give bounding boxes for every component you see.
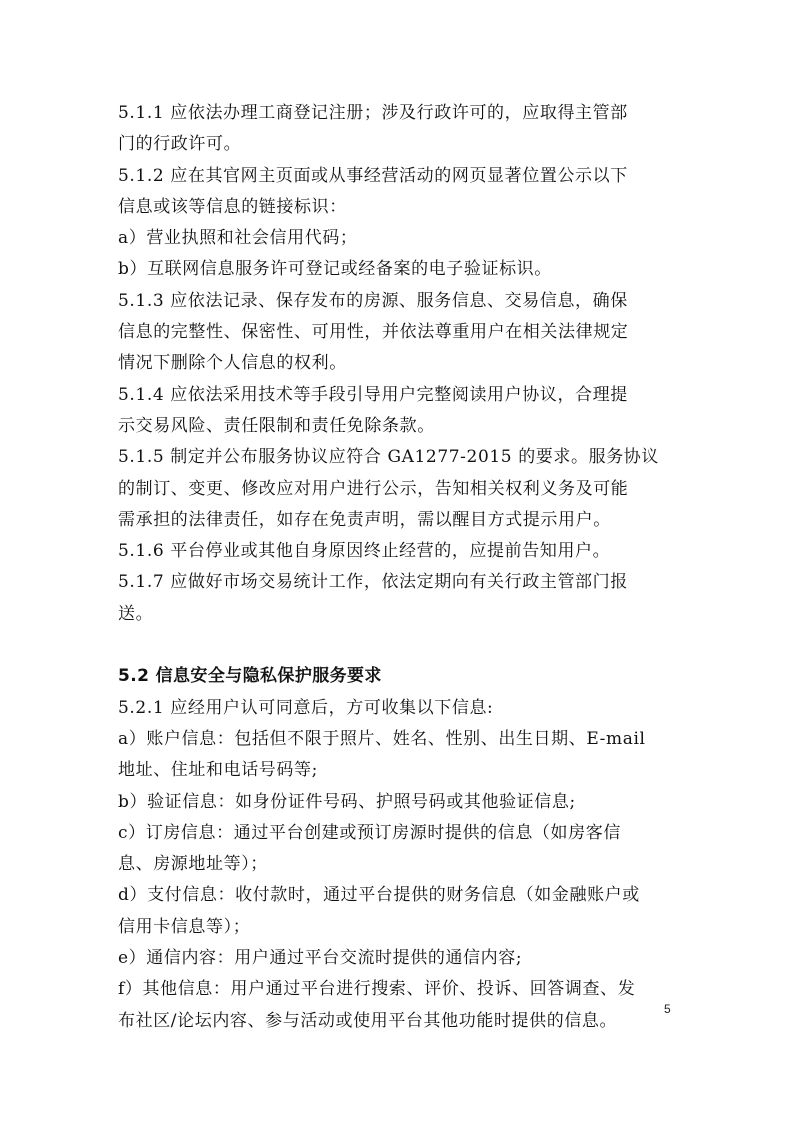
text-line: 信息或该等信息的链接标识： (118, 196, 347, 217)
text-line: e）通信内容：用户通过平台交流时提供的通信内容; (118, 948, 523, 969)
text-line: 5.1.4 应依法采用技术等手段引导用户完整阅读用户协议，合理提 (118, 384, 628, 405)
text-line: 5.1.6 平台停业或其他自身原因终止经营的，应提前告知用户。 (118, 541, 611, 562)
paragraph-gap (118, 630, 678, 661)
text-line: 息、房源地址等）； (118, 854, 268, 875)
text-line: 需承担的法律责任，如存在免责声明，需以醒目方式提示用户。 (118, 509, 611, 530)
text-line: 的制订、变更、修改应对用户进行公示，告知相关权利义务及可能 (118, 478, 629, 499)
page-number: 5 (664, 1002, 671, 1016)
text-line: 5.1.1 应依法办理工商登记注册；涉及行政许可的，应取得主管部 (118, 103, 628, 123)
section-heading: 5.2 信息安全与隐私保护服务要求 (118, 666, 382, 687)
text-line: 示交易风险、责任限制和责任免除条款。 (118, 415, 435, 436)
text-line: 信息的完整性、保密性、可用性，并依法尊重用户在相关法律规定 (118, 322, 629, 343)
text-line: 布社区/论坛内容、参与活动或使用平台其他功能时提供的信息。 (118, 1010, 618, 1031)
text-line: d）支付信息：收付款时，通过平台提供的财务信息（如金融账户或 (118, 885, 640, 906)
text-line: 5.2.1 应经用户认可同意后，方可收集以下信息: (118, 697, 494, 718)
text-line: 5.1.7 应做好市场交易统计工作，依法定期向有关行政主管部门报 (118, 572, 628, 593)
text-line: a）账户信息：包括但不限于照片、姓名、性别、出生日期、E-mail (118, 728, 646, 749)
text-line: 信用卡信息等）； (118, 916, 251, 937)
text-line: 5.1.3 应依法记录、保存发布的房源、服务信息、交易信息，确保 (118, 290, 628, 311)
text-line: a）营业执照和社会信用代码； (118, 228, 358, 249)
text-line: 5.1.2 应在其官网主页面或从事经营活动的网页显著位置公示以下 (118, 165, 628, 186)
text-line: 情况下删除个人信息的权利。 (118, 353, 347, 374)
text-line: f）其他信息：用户通过平台进行搜索、评价、投诉、回答调查、发 (118, 979, 636, 1000)
text-line: b）互联网信息服务许可登记或经备案的电子验证标识。 (118, 259, 552, 280)
document-body (118, 98, 678, 1037)
text-line: b）验证信息：如身份证件号码、护照号码或其他验证信息; (118, 791, 576, 812)
text-line: 地址、住址和电话号码等; (118, 760, 318, 781)
text-line: c）订房信息：通过平台创建或预订房源时提供的信息（如房客信 (118, 822, 621, 843)
text-line: 门的行政许可。 (118, 134, 242, 155)
text-line: 5.1.5 制定并公布服务协议应符合 GA1277-2015 的要求。服务协议 (118, 447, 659, 468)
text-line: 送。 (118, 603, 154, 624)
